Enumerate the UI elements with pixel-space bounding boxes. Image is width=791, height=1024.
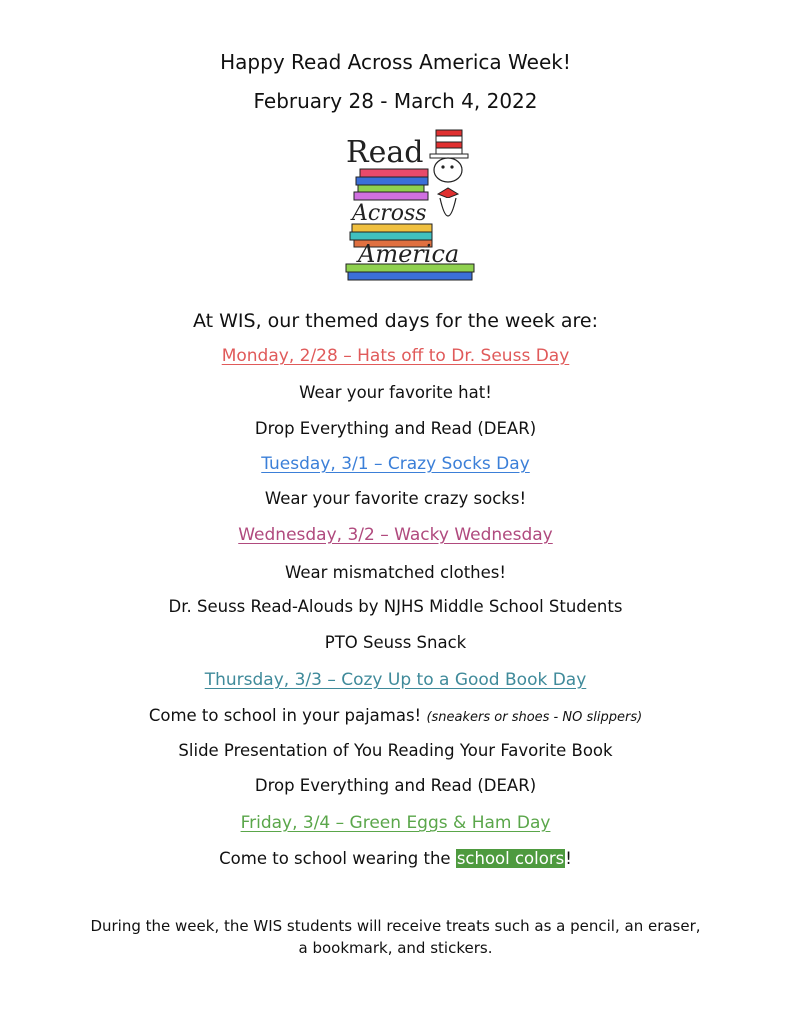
tuesday-line-1: Wear your favorite crazy socks! (264, 489, 527, 508)
flyer-title: Happy Read Across America Week! (220, 50, 571, 74)
flyer-dates: February 28 - March 4, 2022 (253, 89, 538, 113)
wednesday-heading: Wednesday, 3/2 – Wacky Wednesday (238, 525, 553, 545)
wednesday-line-3: PTO Seuss Snack (324, 633, 467, 652)
thursday-line-note: (sneakers or shoes - NO slippers) (426, 710, 643, 725)
friday-line-pre: Come to school wearing the (219, 849, 451, 868)
friday-line-post: ! (565, 849, 572, 868)
logo-read-text: Read (346, 135, 424, 170)
footer-line-1: During the week, the WIS students will receive treats such as a pencil, an eraser, (90, 917, 701, 935)
thursday-line-2: Slide Presentation of You Reading Your Favorite Book (178, 741, 613, 760)
thursday-line-1 (0, 706, 791, 725)
wednesday-line-1: Wear mismatched clothes! (285, 563, 506, 582)
intro-text: At WIS, our themed days for the week are: (192, 310, 599, 332)
monday-line-2: Drop Everything and Read (DEAR) (254, 419, 537, 438)
logo-across-text: Across (352, 201, 427, 226)
friday-heading: Friday, 3/4 – Green Eggs & Ham Day (240, 813, 551, 833)
footer-line-2: a bookmark, and stickers. (298, 939, 493, 957)
wednesday-line-2: Dr. Seuss Read-Alouds by NJHS Middle School Students (168, 597, 623, 616)
school-colors-highlight: school colors (456, 849, 565, 868)
thursday-heading: Thursday, 3/3 – Cozy Up to a Good Book Day (204, 670, 587, 690)
monday-line-1: Wear your favorite hat! (299, 383, 492, 402)
thursday-line-3: Drop Everything and Read (DEAR) (254, 776, 537, 795)
footer-text (0, 915, 791, 959)
thursday-line-main: Come to school in your pajamas! (148, 706, 422, 725)
logo-america-text: America (358, 240, 460, 268)
monday-heading: Monday, 2/28 – Hats off to Dr. Seuss Day (221, 346, 570, 366)
friday-line-1 (0, 849, 791, 868)
tuesday-heading: Tuesday, 3/1 – Crazy Socks Day (261, 454, 530, 474)
cat-in-the-hat-icon (430, 130, 468, 216)
read-across-america-logo (340, 124, 480, 284)
